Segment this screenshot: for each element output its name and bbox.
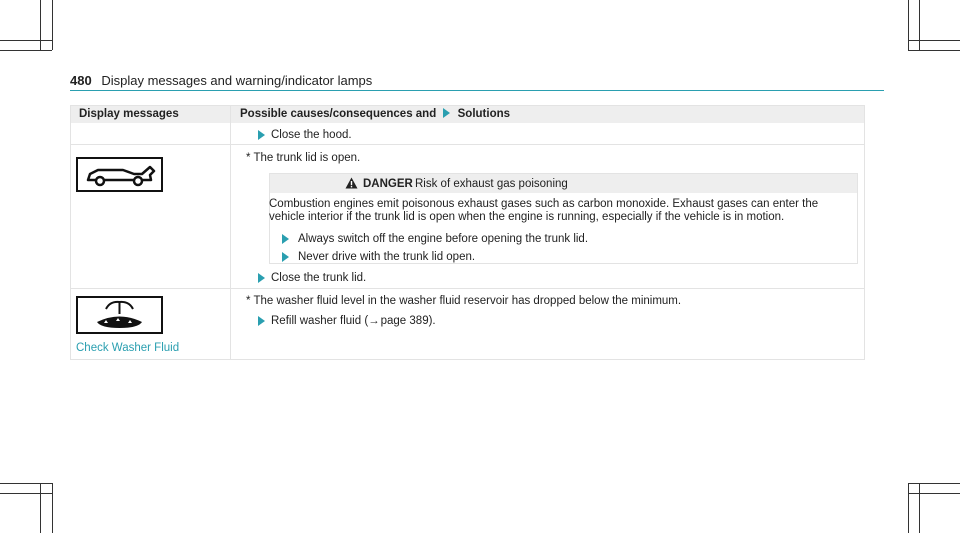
row3-step-text: Refill washer fluid ( bbox=[271, 315, 369, 327]
page-ref-arrow-icon: → bbox=[368, 315, 380, 327]
crop-mark bbox=[908, 483, 960, 484]
danger-text-line2: vehicle interior if the trunk lid is open when the engine is running, especially if the vehicle is in motion. bbox=[269, 211, 785, 223]
step-arrow-icon bbox=[282, 234, 289, 244]
page-number: 480 bbox=[70, 73, 92, 88]
step-arrow-icon bbox=[282, 252, 289, 262]
page-header bbox=[70, 73, 372, 88]
crop-mark bbox=[40, 0, 41, 50]
display-messages-table bbox=[70, 105, 865, 360]
crop-mark bbox=[0, 483, 52, 484]
danger-bullet-1: Always switch off the engine before opening the trunk lid. bbox=[298, 233, 589, 245]
crop-mark bbox=[0, 50, 52, 51]
crop-mark bbox=[0, 493, 52, 494]
crop-mark bbox=[908, 493, 960, 494]
row3-cause: * The washer fluid level in the washer fluid reservoir has dropped below the minimum. bbox=[246, 295, 682, 307]
car-trunk-open-icon-graphic bbox=[78, 159, 161, 190]
crop-mark bbox=[908, 483, 909, 533]
danger-text-line1: Combustion engines emit poisonous exhaust gases such as carbon monoxide. Exhaust gases can enter the bbox=[269, 198, 819, 210]
crop-mark bbox=[908, 50, 960, 51]
danger-bullet-2: Never drive with the trunk lid open. bbox=[298, 251, 476, 263]
crop-mark bbox=[0, 40, 52, 41]
crop-mark bbox=[52, 483, 53, 533]
col-header-messages-label: Display messages bbox=[79, 108, 179, 120]
warning-triangle-icon bbox=[345, 177, 358, 189]
col-header-causes-label: Possible causes/consequences and bbox=[240, 108, 437, 120]
row-divider bbox=[71, 144, 864, 145]
crop-mark bbox=[919, 0, 920, 50]
row2-step: Close the trunk lid. bbox=[271, 272, 367, 284]
step-arrow-icon bbox=[258, 316, 265, 326]
row3-step bbox=[271, 314, 436, 328]
row-divider bbox=[71, 288, 864, 289]
car-trunk-open-icon bbox=[76, 157, 163, 192]
solution-arrow-icon bbox=[443, 108, 450, 118]
crop-mark bbox=[908, 0, 909, 50]
page-title: Display messages and warning/indicator lamps bbox=[101, 73, 373, 88]
header-rule bbox=[70, 90, 884, 91]
crop-mark bbox=[40, 483, 41, 533]
crop-mark bbox=[908, 40, 960, 41]
col-header-solutions-label: Solutions bbox=[457, 108, 511, 120]
col-header-messages bbox=[71, 106, 230, 123]
row1-step: Close the hood. bbox=[271, 129, 352, 141]
danger-box bbox=[269, 173, 858, 264]
washer-fluid-icon-graphic bbox=[78, 298, 161, 332]
danger-subtitle: Risk of exhaust gas poisoning bbox=[415, 178, 568, 190]
step-arrow-icon bbox=[258, 273, 265, 283]
row3-step-end: ). bbox=[428, 315, 436, 327]
check-washer-fluid-label: Check Washer Fluid bbox=[76, 342, 180, 354]
crop-mark bbox=[52, 0, 53, 50]
row2-cause: * The trunk lid is open. bbox=[246, 152, 361, 164]
page-reference-link[interactable]: page 389 bbox=[380, 315, 429, 327]
col-header-causes bbox=[231, 106, 864, 123]
danger-title: DANGER bbox=[363, 178, 413, 190]
washer-fluid-icon bbox=[76, 296, 163, 334]
step-arrow-icon bbox=[258, 130, 265, 140]
crop-mark bbox=[919, 483, 920, 533]
